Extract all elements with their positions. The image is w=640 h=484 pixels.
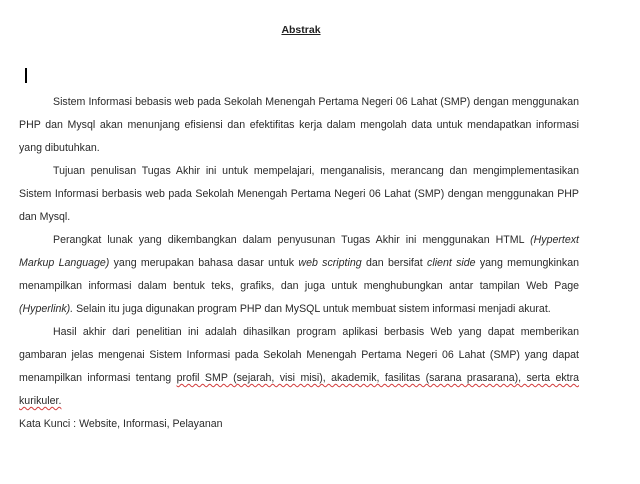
paragraph-3-italic-hyperlink: (Hyperlink). [19, 303, 74, 315]
paragraph-1: Sistem Informasi bebasis web pada Sekolah Menengah Pertama Negeri 06 Lahat (SMP) dengan menggunakan PHP dan Mysql akan menunjang efisiensi dan efektifitas kerja dalam mengolah data untuk mendapatkan informasi yang dibutuhkan. [19, 96, 579, 154]
paragraph-3-italic-client-side: client side [427, 257, 476, 269]
paragraph-2: Tujuan penulisan Tugas Akhir ini untuk mempelajari, menganalisis, merancang dan mengimplementasikan Sistem Informasi berbasis web pada Sekolah Menengah Pertama Negeri 06 Lahat (SMP) dengan menggunakan PHP dan Mysql. [19, 165, 579, 223]
paragraph-4-text-1: Hasil akhir dari penelitian ini adalah dihasilkan program aplikasi berbasis Web yang dapat memberikan gambaran jelas mengenai Sistem Informasi pada Sekolah Menengah Pertama Negeri 06 Lahat (SMP) yang dapat menampilkan informasi tentang [19, 326, 579, 384]
spellcheck-underlined-text[interactable]: profil SMP (sejarah, visi misi), akademik, fasilitas (sarana prasarana), serta ektra kurikuler. [19, 372, 580, 407]
page-title: Abstrak [281, 24, 321, 36]
paragraph-3-text-4: yang memungkinkan menampilkan informasi dalam bentuk teks, grafiks, dan juga untuk menghubungkan antar tampilan Web Page [19, 257, 580, 292]
paragraph-3-italic-web-scripting: web scripting [298, 257, 362, 269]
paragraph-3-text-3: dan bersifat [361, 257, 428, 269]
paragraph-4 [19, 321, 579, 413]
paragraph-3-text-1: Perangkat lunak yang dikembangkan dalam penyusunan Tugas Akhir ini menggunakan HTML [53, 234, 531, 246]
paragraph-3-italic-html-expansion: (Hypertext Markup Language) [19, 234, 579, 269]
text-cursor [25, 68, 27, 83]
keywords-line: Kata Kunci : Website, Informasi, Pelayanan [19, 418, 223, 430]
paragraph-3-text-2: yang merupakan bahasa dasar untuk [109, 257, 299, 269]
paragraph-3 [19, 229, 579, 321]
abstract-body [19, 91, 579, 436]
paragraph-3-text-5: Selain itu juga digunakan program PHP dan MySQL untuk membuat sistem informasi menjadi akurat. [73, 303, 551, 315]
